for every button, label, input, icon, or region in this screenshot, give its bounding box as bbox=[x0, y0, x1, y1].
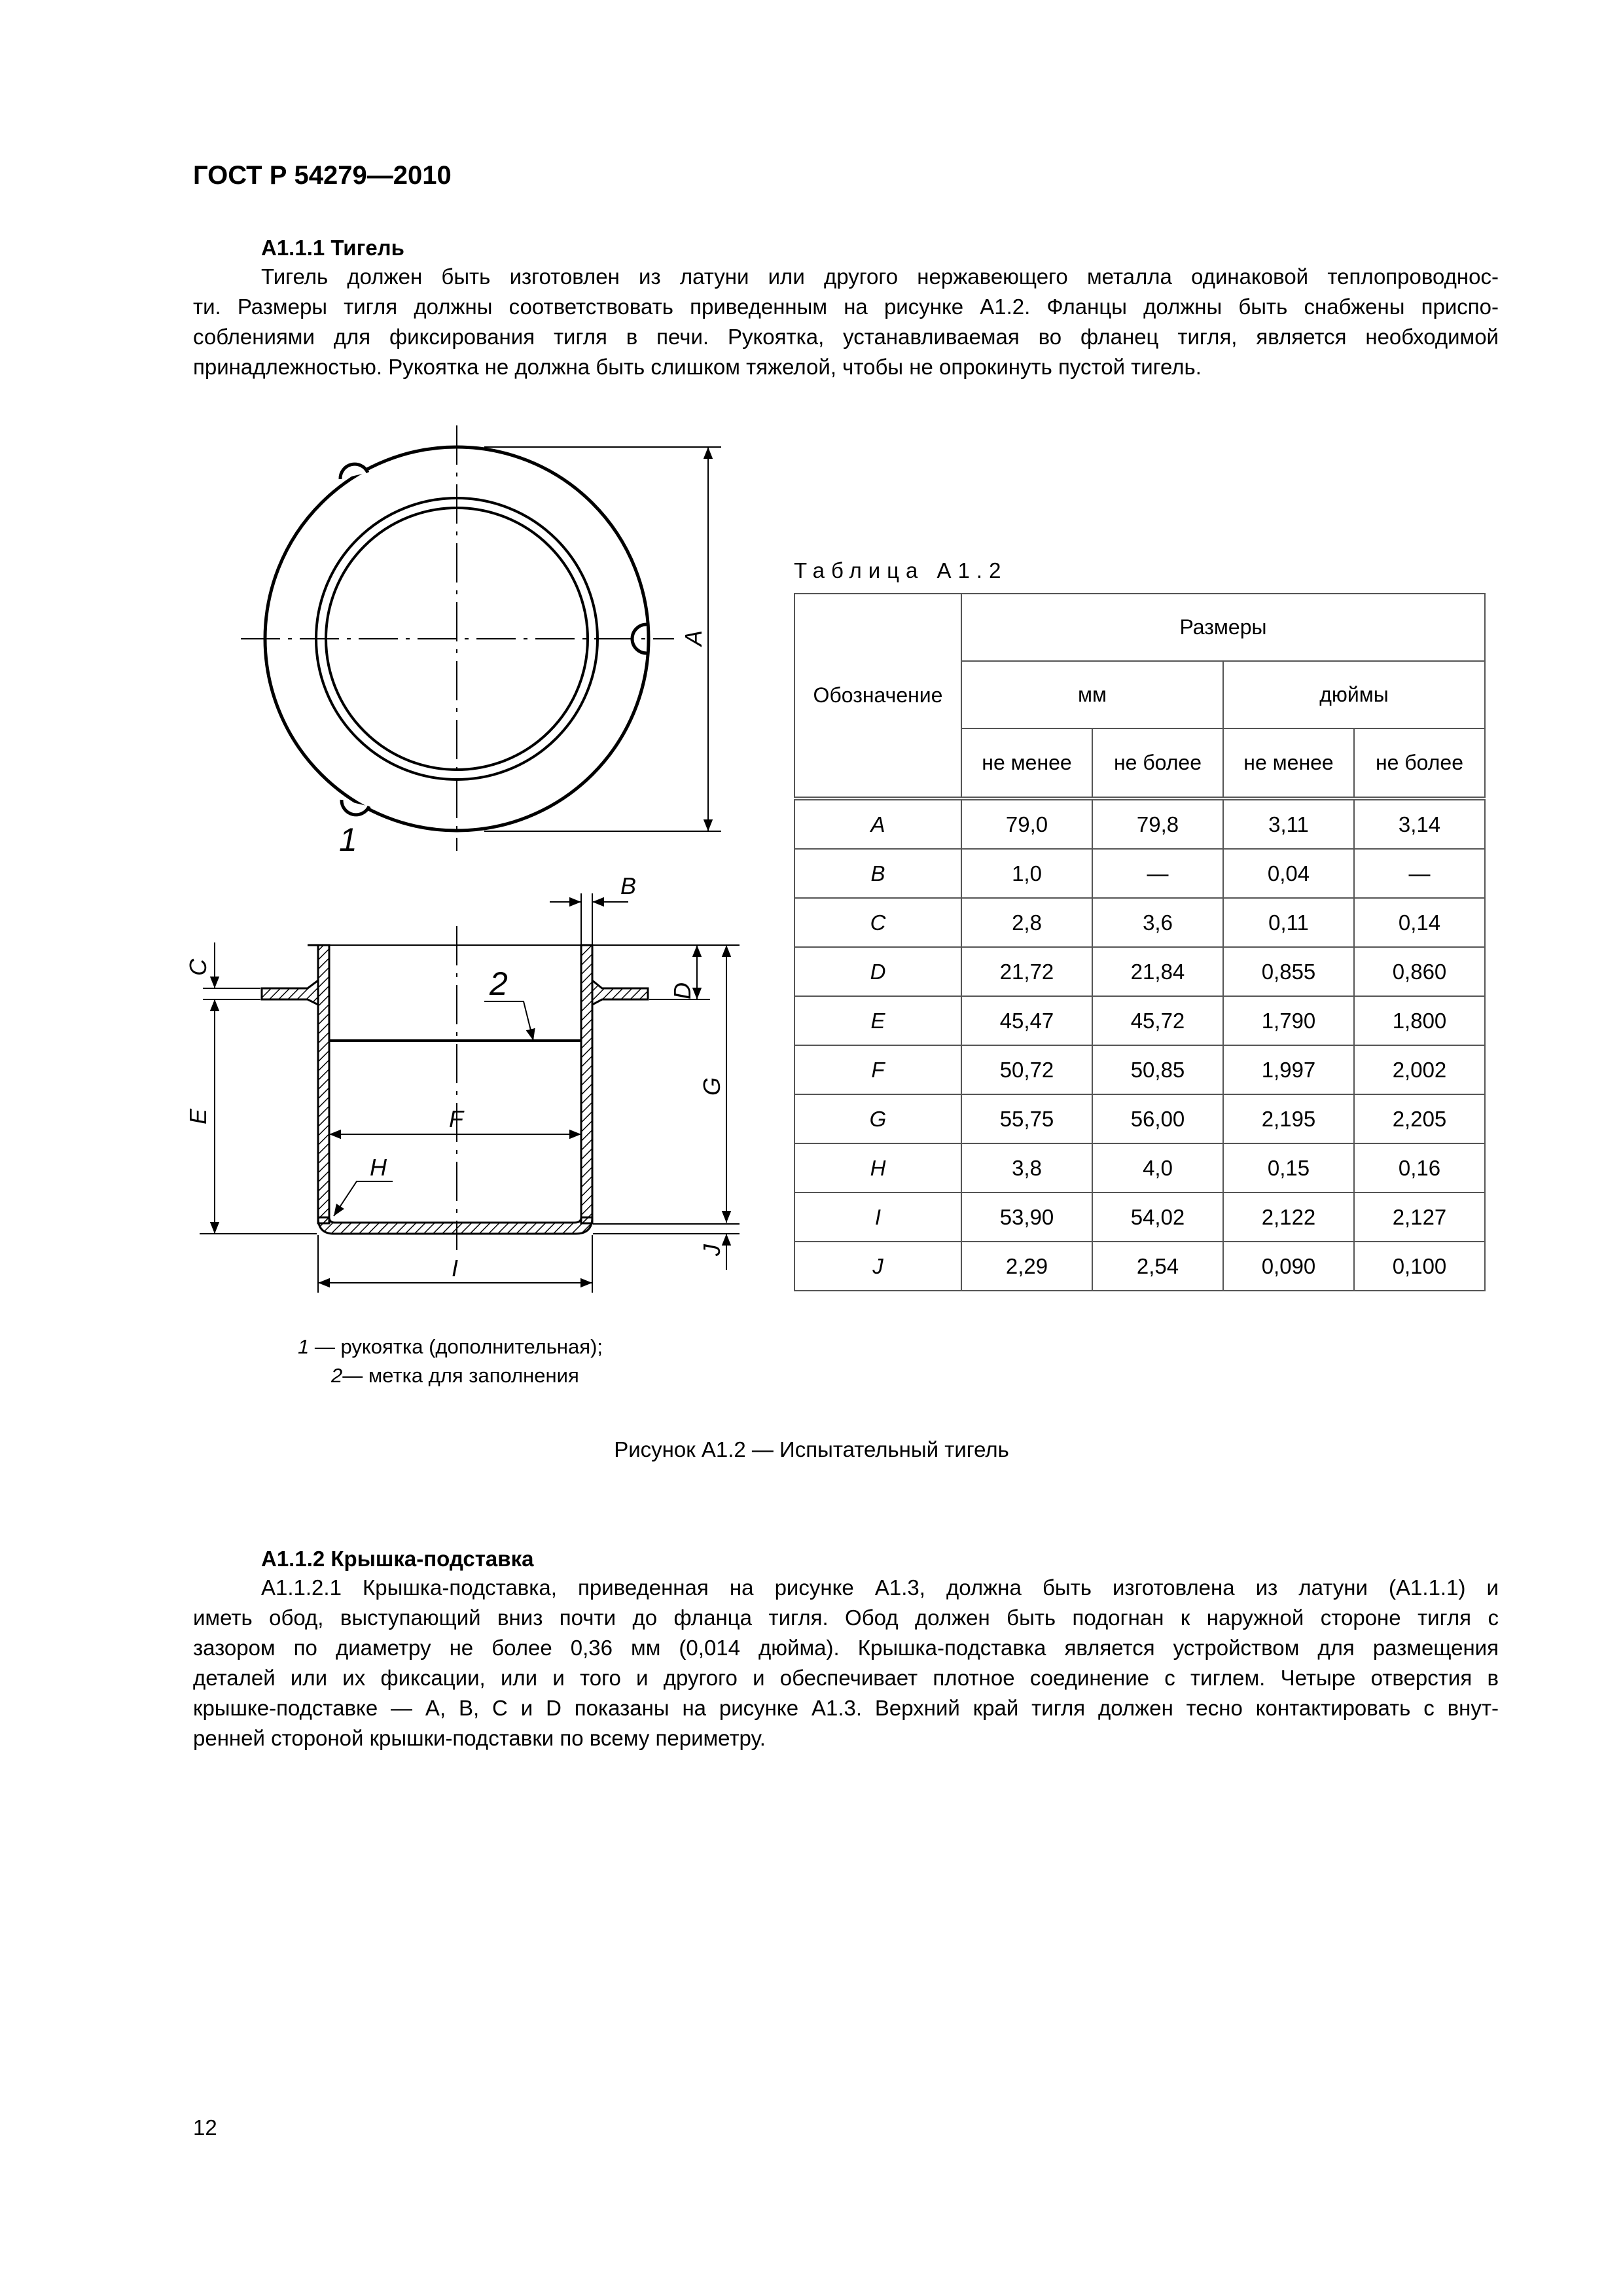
cell-mm-min: 79,0 bbox=[961, 798, 1092, 849]
dim-label-h: H bbox=[370, 1154, 387, 1181]
cell-inch-max: 2,127 bbox=[1354, 1193, 1485, 1242]
paragraph-line: зазором по диаметру не более 0,36 мм (0,014 дюйма). Крышка-подставка является устройством для размещения bbox=[193, 1636, 1499, 1660]
cell-mm-max: 3,6 bbox=[1092, 898, 1223, 947]
header-sizes: Размеры bbox=[961, 594, 1485, 661]
section-title-crucible: А1.1.1 Тигель bbox=[261, 236, 404, 260]
cell-mm-min: 45,47 bbox=[961, 996, 1092, 1045]
cell-inch-min: 1,997 bbox=[1223, 1045, 1354, 1094]
cell-inch-min: 2,195 bbox=[1223, 1094, 1354, 1143]
document-header: ГОСТ Р 54279—2010 bbox=[193, 161, 452, 190]
cell-inch-min: 2,122 bbox=[1223, 1193, 1354, 1242]
header-max-inch: не более bbox=[1354, 728, 1485, 798]
cell-mm-max: 56,00 bbox=[1092, 1094, 1223, 1143]
cell-designation: B bbox=[794, 849, 961, 898]
callout-2: 2 bbox=[490, 965, 508, 1002]
header-designation: Обозначение bbox=[794, 594, 961, 798]
cell-inch-max: 2,205 bbox=[1354, 1094, 1485, 1143]
cell-inch-min: 0,15 bbox=[1223, 1143, 1354, 1193]
cell-mm-max: 4,0 bbox=[1092, 1143, 1223, 1193]
cell-mm-max: 45,72 bbox=[1092, 996, 1223, 1045]
cell-inch-max: 0,100 bbox=[1354, 1242, 1485, 1291]
cell-inch-max: 0,14 bbox=[1354, 898, 1485, 947]
cell-designation: I bbox=[794, 1193, 961, 1242]
cell-mm-max: 79,8 bbox=[1092, 798, 1223, 849]
table-row bbox=[794, 1193, 1485, 1242]
cell-mm-min: 1,0 bbox=[961, 849, 1092, 898]
leader-2 bbox=[484, 1001, 533, 1041]
cell-inch-max: 0,860 bbox=[1354, 947, 1485, 996]
dim-label-g: G bbox=[698, 1077, 725, 1096]
cell-designation: H bbox=[794, 1143, 961, 1193]
cell-designation: C bbox=[794, 898, 961, 947]
paragraph-line: принадлежностью. Рукоятка не должна быть слишком тяжелой, чтобы не опрокинуть пустой тигель. bbox=[193, 355, 1202, 379]
section-view bbox=[200, 893, 740, 1293]
top-view bbox=[241, 425, 721, 851]
table-row bbox=[794, 898, 1485, 947]
header-mm: мм bbox=[961, 661, 1223, 728]
dim-label-c: C bbox=[185, 959, 211, 976]
paragraph-line: деталей или их фиксации, или и того и другого и обеспечивает плотное соединение с тиглем. Четыре отверстия в bbox=[193, 1666, 1499, 1690]
cell-designation: F bbox=[794, 1045, 961, 1094]
paragraph-line: А1.1.2.1 Крышка-подставка, приведенная на рисунке А1.3, должна быть изготовлена из латуни (А1.1.1) и bbox=[261, 1575, 1499, 1600]
cell-designation: J bbox=[794, 1242, 961, 1291]
header-inches: дюймы bbox=[1223, 661, 1485, 728]
cell-designation: D bbox=[794, 947, 961, 996]
dim-label-a: A bbox=[680, 630, 707, 647]
dim-label-i: I bbox=[452, 1255, 459, 1282]
header-min-inch: не менее bbox=[1223, 728, 1354, 798]
paragraph-line: Тигель должен быть изготовлен из латуни или другого нержавеющего металла одинаковой теплопроводнос- bbox=[261, 264, 1499, 289]
paragraph-line: ренней стороной крышки-подставки по всему периметру. bbox=[193, 1726, 766, 1750]
cell-mm-min: 53,90 bbox=[961, 1193, 1092, 1242]
dim-label-b: B bbox=[620, 872, 637, 899]
cell-mm-max: — bbox=[1092, 849, 1223, 898]
cell-inch-max: 2,002 bbox=[1354, 1045, 1485, 1094]
table-row bbox=[794, 798, 1485, 849]
cell-inch-max: 3,14 bbox=[1354, 798, 1485, 849]
legend-number: 1 bbox=[298, 1335, 310, 1358]
table-row bbox=[794, 1242, 1485, 1291]
cell-designation: E bbox=[794, 996, 961, 1045]
table-row bbox=[794, 1045, 1485, 1094]
legend-item-1 bbox=[298, 1335, 603, 1359]
dim-label-j: J bbox=[698, 1244, 725, 1256]
table-row bbox=[794, 849, 1485, 898]
table-row bbox=[794, 1094, 1485, 1143]
legend-item-2 bbox=[331, 1364, 579, 1388]
cell-inch-max: 0,16 bbox=[1354, 1143, 1485, 1193]
left-wall bbox=[318, 945, 329, 1223]
table-caption: Таблица А1.2 bbox=[794, 558, 1008, 583]
paragraph-line: ти. Размеры тигля должны соответствовать приведенным на рисунке А1.2. Фланцы должны быть снабжены приспо- bbox=[193, 295, 1499, 319]
table-row bbox=[794, 947, 1485, 996]
section-lid-text bbox=[193, 1573, 1499, 1753]
cell-mm-max: 2,54 bbox=[1092, 1242, 1223, 1291]
paragraph-line: иметь обод, выступающий вниз почти до фланца тигля. Обод должен быть подогнан к наружной стороне тигля с bbox=[193, 1605, 1499, 1630]
header-max-mm: не более bbox=[1092, 728, 1223, 798]
section-title-lid: А1.1.2 Крышка-подставка bbox=[261, 1547, 534, 1571]
cell-mm-max: 54,02 bbox=[1092, 1193, 1223, 1242]
cell-mm-min: 21,72 bbox=[961, 947, 1092, 996]
left-flange bbox=[262, 980, 318, 1005]
leader-h bbox=[334, 1181, 393, 1216]
cell-mm-max: 50,85 bbox=[1092, 1045, 1223, 1094]
cell-mm-min: 3,8 bbox=[961, 1143, 1092, 1193]
callout-1: 1 bbox=[339, 821, 357, 858]
cell-inch-max: — bbox=[1354, 849, 1485, 898]
legend-text: — метка для заполнения bbox=[342, 1364, 579, 1387]
bottom bbox=[318, 1217, 592, 1234]
cell-inch-min: 1,790 bbox=[1223, 996, 1354, 1045]
cell-mm-min: 2,8 bbox=[961, 898, 1092, 947]
paragraph-line: соблениями для фиксирования тигля в печи. Рукоятка, устанавливаемая во фланец тигля, является необходимой bbox=[193, 325, 1499, 349]
cell-inch-min: 0,11 bbox=[1223, 898, 1354, 947]
figure-caption: Рисунок А1.2 — Испытательный тигель bbox=[614, 1437, 1009, 1462]
table-row bbox=[794, 1143, 1485, 1193]
right-wall bbox=[581, 945, 592, 1223]
cell-inch-min: 0,090 bbox=[1223, 1242, 1354, 1291]
cell-inch-min: 3,11 bbox=[1223, 798, 1354, 849]
cell-mm-max: 21,84 bbox=[1092, 947, 1223, 996]
cell-mm-min: 2,29 bbox=[961, 1242, 1092, 1291]
cell-mm-min: 55,75 bbox=[961, 1094, 1092, 1143]
table-row bbox=[794, 996, 1485, 1045]
right-flange bbox=[592, 980, 648, 1005]
cell-inch-min: 0,04 bbox=[1223, 849, 1354, 898]
legend-text: — рукоятка (дополнительная); bbox=[309, 1335, 603, 1358]
dim-label-d: D bbox=[669, 982, 696, 999]
cell-inch-max: 1,800 bbox=[1354, 996, 1485, 1045]
cell-designation: A bbox=[794, 798, 961, 849]
left-flange-lip bbox=[308, 945, 318, 982]
header-min-mm: не менее bbox=[961, 728, 1092, 798]
dimensions-table bbox=[794, 593, 1486, 1291]
page-number: 12 bbox=[193, 2115, 217, 2140]
dim-label-f: F bbox=[449, 1105, 463, 1132]
dim-label-e: E bbox=[185, 1108, 211, 1125]
legend-number: 2 bbox=[331, 1364, 343, 1387]
cell-designation: G bbox=[794, 1094, 961, 1143]
cell-inch-min: 0,855 bbox=[1223, 947, 1354, 996]
paragraph-line: крышке-подставке — A, B, C и D показаны на рисунке А1.3. Верхний край тигля должен тесно контактировать с внут- bbox=[193, 1696, 1499, 1720]
cell-mm-min: 50,72 bbox=[961, 1045, 1092, 1094]
